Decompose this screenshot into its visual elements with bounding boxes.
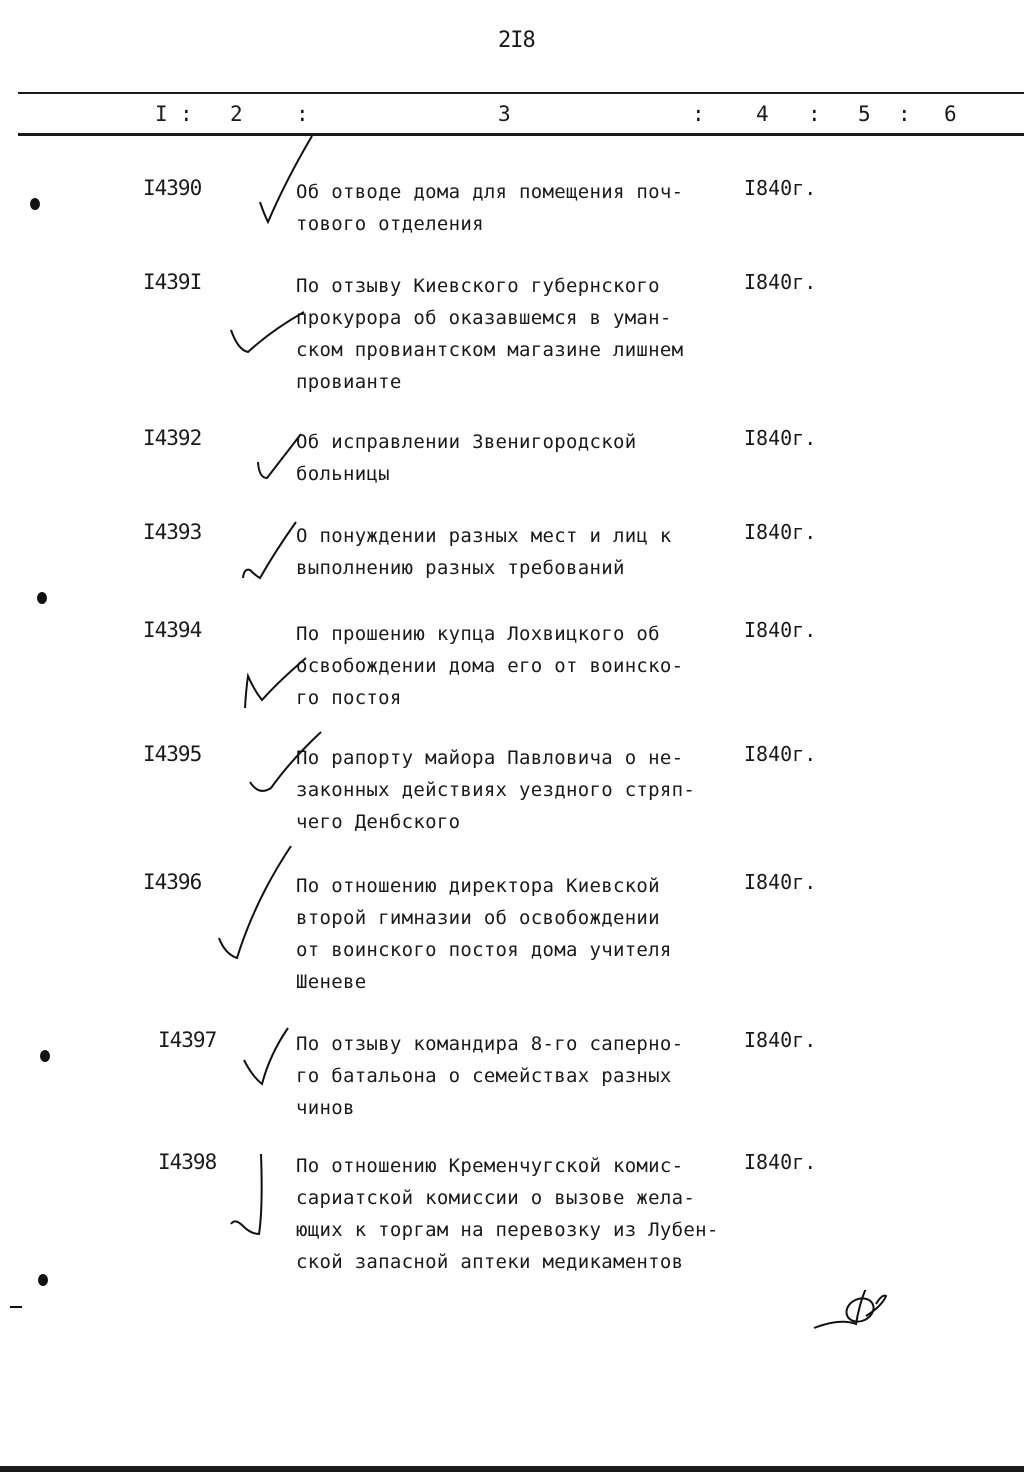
record-number: I4396 <box>143 870 202 894</box>
record-number: I4392 <box>143 426 202 450</box>
record-description <box>296 426 736 490</box>
description-line: По рапорту майора Павловича о не- <box>296 747 684 769</box>
description-line: О понуждении разных мест и лиц к <box>296 525 672 547</box>
description-line: прокурора об оказавшемся в уман- <box>296 307 672 329</box>
record-description <box>296 176 736 240</box>
record-number: I4397 <box>158 1028 217 1052</box>
description-line: второй гимназии об освобождении <box>296 907 660 929</box>
record-number: I439I <box>143 270 202 294</box>
header-rule-top <box>18 92 1024 94</box>
binding-hole-mark <box>30 198 40 210</box>
record-number: I4394 <box>143 618 202 642</box>
description-line: больницы <box>296 463 390 485</box>
handwritten-folio-signature <box>810 1290 910 1380</box>
record-year: I840г. <box>744 618 817 642</box>
description-line: выполнению разных требований <box>296 557 625 579</box>
checkmark-icon <box>240 650 310 710</box>
column-header-2: 2 <box>230 102 243 126</box>
binding-hole-mark <box>40 1050 50 1062</box>
description-line: Об отводе дома для помещения поч- <box>296 181 684 203</box>
binding-hole-mark <box>38 1274 48 1286</box>
description-line: По отношению Кременчугской комис- <box>296 1155 684 1177</box>
page-bottom-edge <box>0 1466 1024 1472</box>
description-line: го батальона о семействах разных <box>296 1065 672 1087</box>
column-header-5: 5 <box>858 102 871 126</box>
record-year: I840г. <box>744 176 817 200</box>
checkmark-icon <box>250 130 320 230</box>
record-year: I840г. <box>744 426 817 450</box>
column-separator: : <box>296 102 309 126</box>
description-line: от воинского постоя дома учителя <box>296 939 672 961</box>
description-line: ской запасной аптеки медикаментов <box>296 1251 684 1273</box>
checkmark-icon <box>228 300 308 360</box>
record-number: I4393 <box>143 520 202 544</box>
description-line: ющих к торгам на перевозку из Лубен- <box>296 1219 719 1241</box>
description-line: тового отделения <box>296 213 484 235</box>
record-description <box>296 618 736 714</box>
description-line: По отзыву Киевского губернского <box>296 275 660 297</box>
record-year: I840г. <box>744 870 817 894</box>
description-line: ском провиантском магазине лишнем <box>296 339 684 361</box>
checkmark-icon <box>240 520 300 585</box>
page-number: 2I8 <box>498 28 535 53</box>
margin-mark <box>10 1306 22 1308</box>
description-line: По прошению купца Лохвицкого об <box>296 623 660 645</box>
record-description <box>296 270 736 398</box>
description-line: го постоя <box>296 687 402 709</box>
record-number: I4398 <box>158 1150 217 1174</box>
column-header-3: 3 <box>498 102 511 126</box>
record-description <box>296 870 736 998</box>
checkmark-icon <box>240 1024 295 1089</box>
column-header-row <box>0 102 1024 130</box>
record-year: I840г. <box>744 520 817 544</box>
checkmark-icon <box>255 430 305 485</box>
description-line: Об исправлении Звенигородской <box>296 431 637 453</box>
record-year: I840г. <box>744 270 817 294</box>
description-line: По отзыву командира 8-го саперно- <box>296 1033 684 1055</box>
column-header-1: I <box>155 102 168 126</box>
description-line: чего Денбского <box>296 811 461 833</box>
checkmark-icon <box>245 730 325 805</box>
description-line: чинов <box>296 1097 355 1119</box>
description-line: По отношению директора Киевской <box>296 875 660 897</box>
record-year: I840г. <box>744 1150 817 1174</box>
description-line: сариатской комиссии о вызове жела- <box>296 1187 696 1209</box>
record-description <box>296 520 736 584</box>
record-number: I4390 <box>143 176 202 200</box>
description-line: провианте <box>296 371 402 393</box>
column-separator: : <box>692 102 705 126</box>
record-year: I840г. <box>744 742 817 766</box>
column-header-6: 6 <box>944 102 957 126</box>
checkmark-icon <box>225 1148 275 1240</box>
record-description <box>296 742 736 838</box>
record-number: I4395 <box>143 742 202 766</box>
header-rule-bottom <box>18 133 1024 136</box>
record-description <box>296 1150 736 1278</box>
column-header-4: 4 <box>756 102 769 126</box>
record-description <box>296 1028 736 1124</box>
description-line: освобождении дома его от воинско- <box>296 655 684 677</box>
column-separator: : <box>808 102 821 126</box>
record-year: I840г. <box>744 1028 817 1052</box>
checkmark-icon <box>215 840 295 965</box>
description-line: Шеневе <box>296 971 367 993</box>
binding-hole-mark <box>37 592 47 604</box>
description-line: законных действиях уездного стряп- <box>296 779 696 801</box>
column-separator: : <box>180 102 193 126</box>
column-separator: : <box>898 102 911 126</box>
